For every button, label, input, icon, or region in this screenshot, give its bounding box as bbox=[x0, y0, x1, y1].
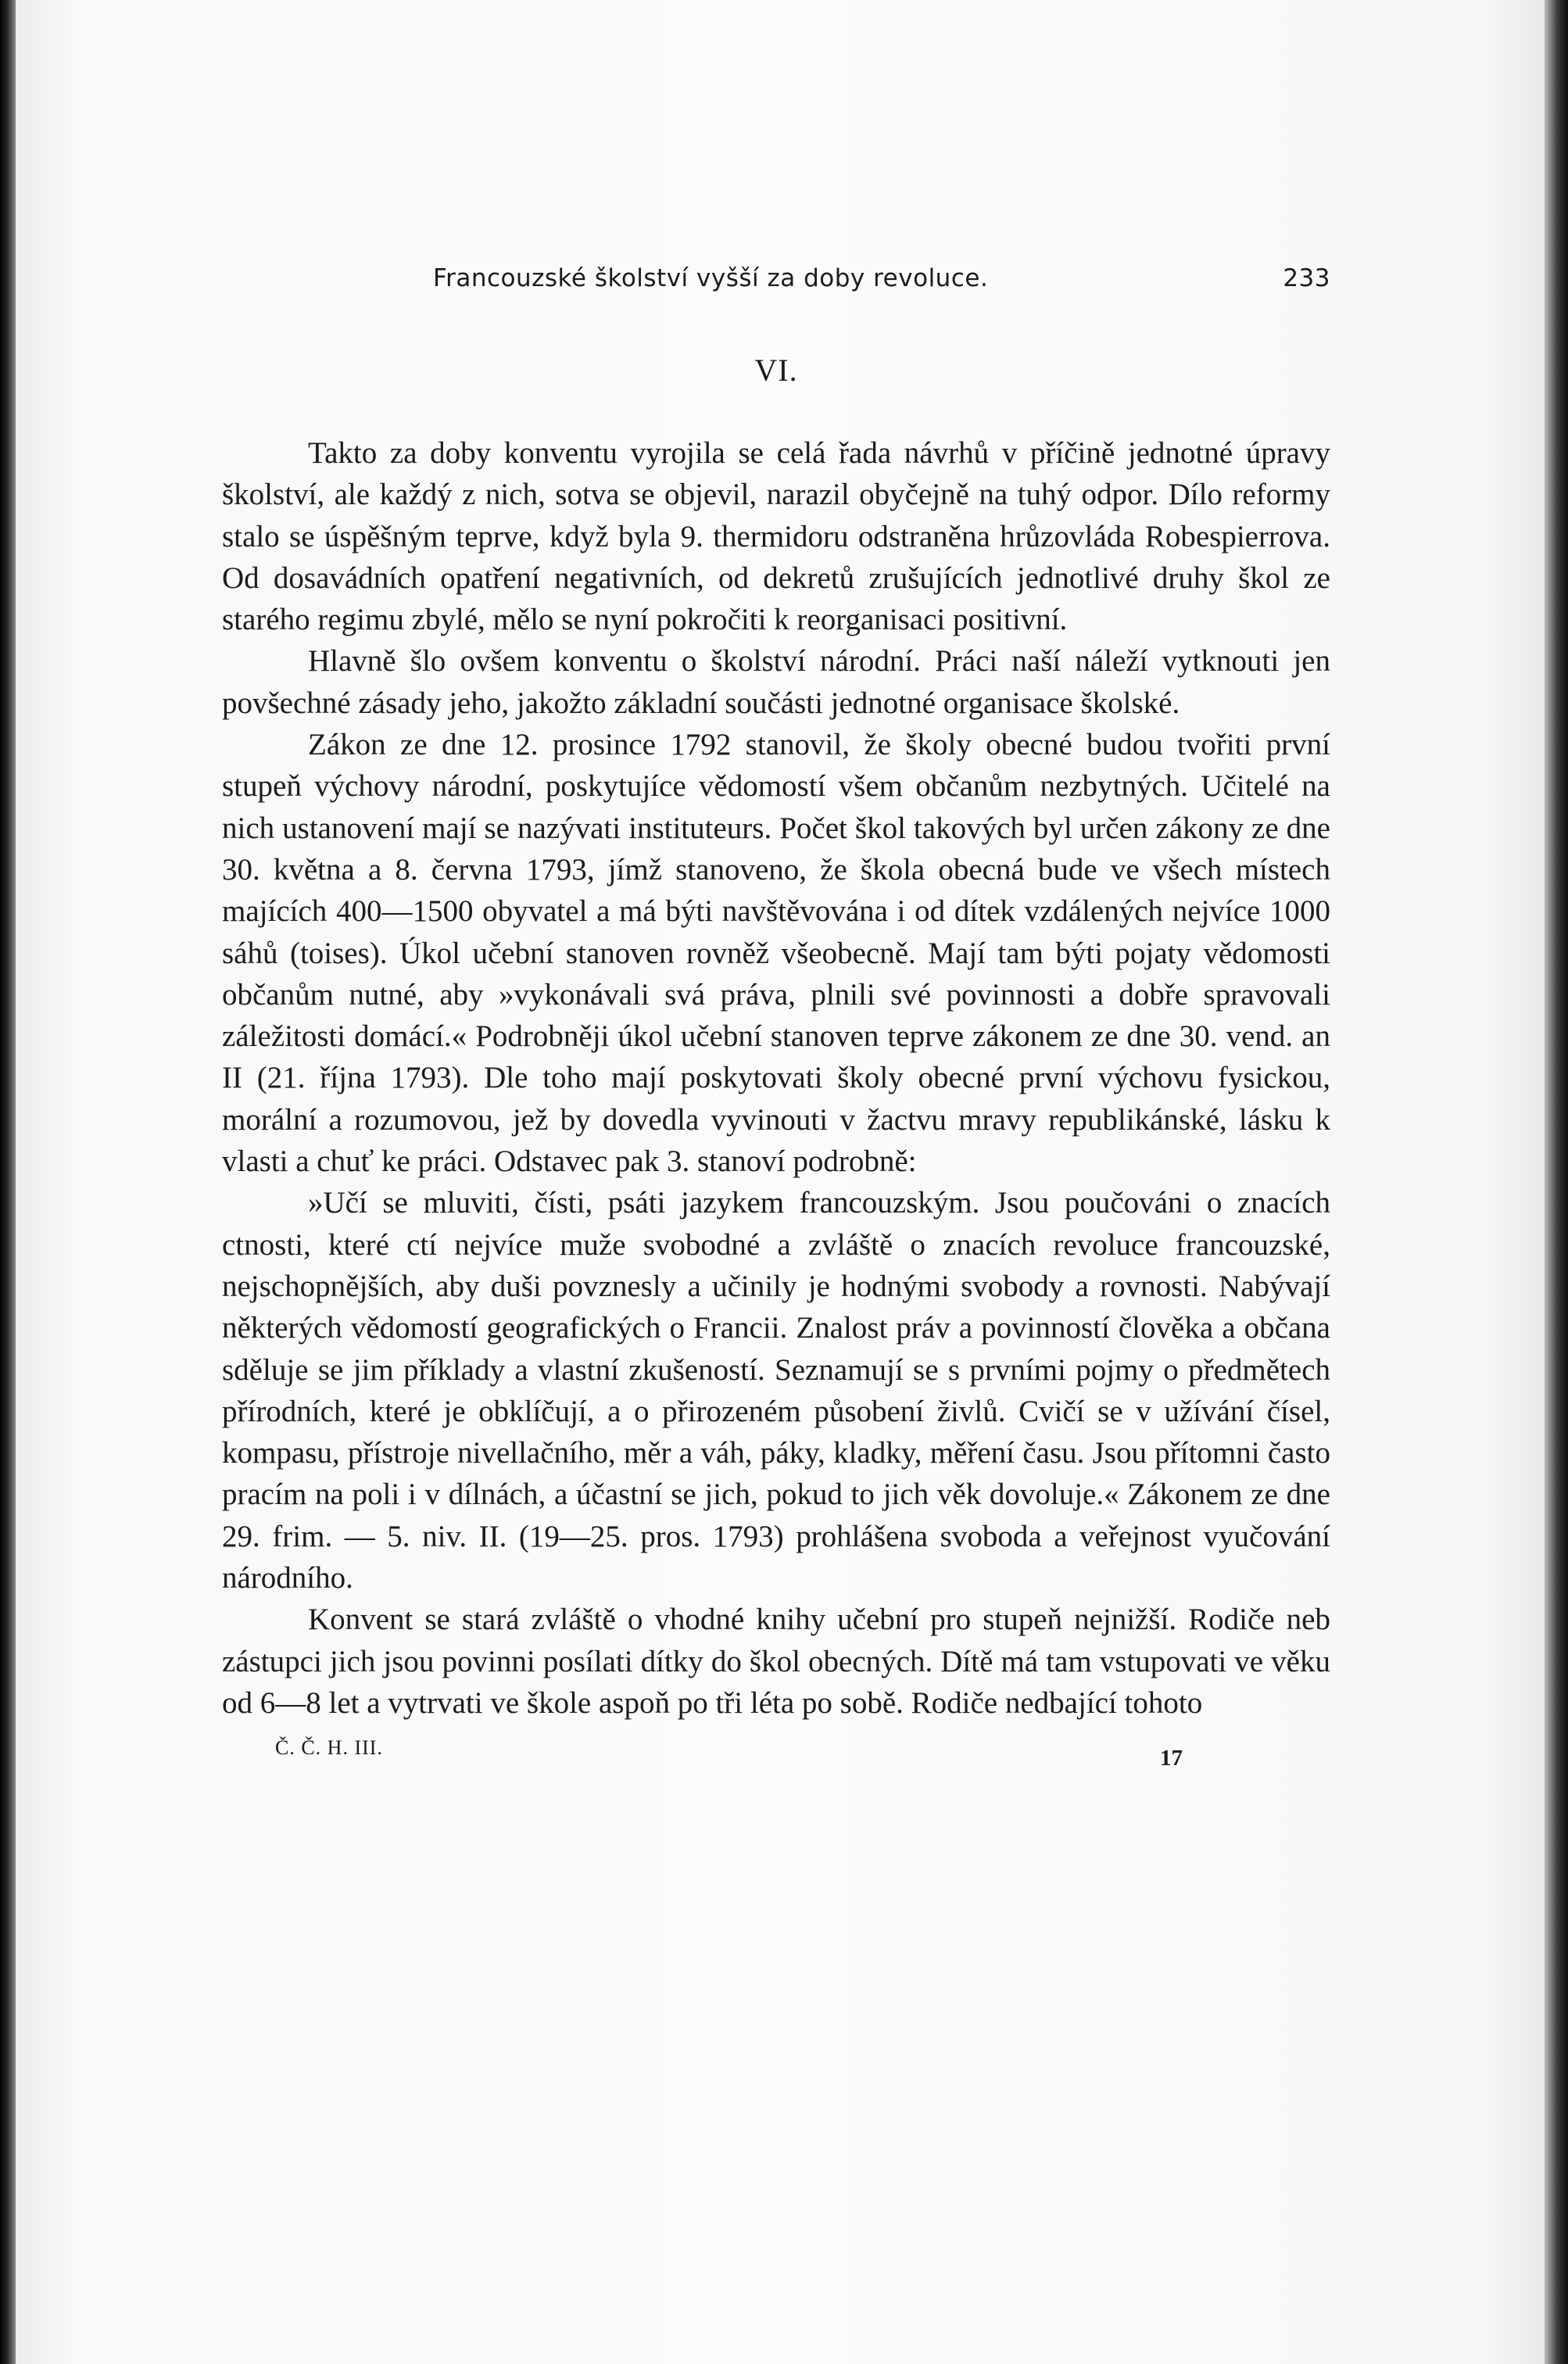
running-header bbox=[222, 250, 1330, 300]
page-content bbox=[222, 250, 1330, 1785]
paragraph: »Učí se mluviti, čísti, psáti jazykem francouzským. Jsou poučováni o znacích ctnosti, které ctí nejvíce muže svobodné a zvláště o znacích revoluce francouzské, nejschopnějších, aby duši povznesly a učinily je hodnými svobody a rovnosti. Nabývají některých vědomostí geografických o Francii. Znalost práv a povinností člověka a občana sděluje se jim příklady a vlastní zkušeností. Seznamují se s prvními pojmy o předmětech přírodních, které je obklíčují, a o přirozeném působení živlů. Cvičí se v užívání čísel, kompasu, přístroje nivellačního, měr a váh, páky, kladky, měření času. Jsou přítomni často pracím na poli i v dílnách, a účastní se jich, pokud to jich věk dovoluje.« Zákonem ze dne 29. frim. — 5. niv. II. (19—25. pros. 1793) prohlášena svoboda a veřejnost vyučování národního. bbox=[222, 1186, 1330, 1596]
body-text bbox=[222, 432, 1330, 1724]
page-number: 233 bbox=[1283, 264, 1330, 292]
paragraph: Zákon ze dne 12. prosince 1792 stanovil, že školy obecné budou tvořiti první stupeň výchovy národní, poskytujíce vědomostí všem občanům nezbytných. Učitelé na nich ustanovení mají se nazývati instituteurs. Počet škol takových byl určen zákony ze dne 30. května a 8. června 1793, jímž stanoveno, že škola obecná bude ve všech místech majících 400—1500 obyvatel a má býti navštěvována i od dítek vzdálených nejvíce 1000 sáhů (toises). Úkol učební stanoven rovněž všeobecně. Mají tam býti pojaty vědomosti občanům nutné, aby »vykonávali svá práva, plnili své povinnosti a dobře spravovali záležitosti domácí.« Podrobněji úkol učební stanoven teprve zákonem ze dne 30. vend. an II (21. října 1793). Dle toho mají poskytovati školy obecné první výchovu fysickou, morální a rozumovou, jež by dovedla vyvinouti v žactvu mravy republikánské, lásku k vlasti a chuť ke práci. Odstavec pak 3. stanoví podrobně: bbox=[222, 728, 1330, 1179]
paragraph: Hlavně šlo ovšem konventu o školství národní. Práci naší náleží vytknouti jen povšechné zásady jeho, jakožto základní součásti jednotné organisace školské. bbox=[222, 644, 1330, 720]
paper-sheet bbox=[11, 0, 1548, 2364]
paragraph: Konvent se stará zvláště o vhodné knihy učební pro stupeň nejnižší. Rodiče neb zástupci jich jsou povinni posílati dítky do škol obecných. Dítě má tam vstupovati ve věku od 6—8 let a vytrvati ve škole aspoň po tři léta po sobě. Rodiče nedbající tohoto bbox=[222, 1603, 1330, 1720]
sheet-number: 17 bbox=[1160, 1746, 1183, 1771]
chapter-heading: VI. bbox=[754, 353, 798, 388]
paragraph: Takto za doby konventu vyrojila se celá řada návrhů v příčině jednotné úpravy školství, ale každý z nich, sotva se objevil, narazil obyčejně na tuhý odpor. Dílo reformy stalo se úspěšným teprve, když byla 9. thermidoru odstraněna hrůzovláda Robespierrova. Od dosavádních opatření negativních, od dekretů zrušujících jednotlivé druhy škol ze starého regimu zbylé, mělo se nyní pokročiti k reorganisaci positivní. bbox=[222, 436, 1330, 637]
left-scan-edge bbox=[0, 0, 16, 2364]
page-footer bbox=[222, 1730, 1330, 1785]
running-title: Francouzské školství vyšší za doby revoluce. bbox=[433, 264, 989, 292]
signature-mark: Č. Č. H. III. bbox=[275, 1736, 383, 1760]
right-scan-edge bbox=[1545, 0, 1568, 2364]
